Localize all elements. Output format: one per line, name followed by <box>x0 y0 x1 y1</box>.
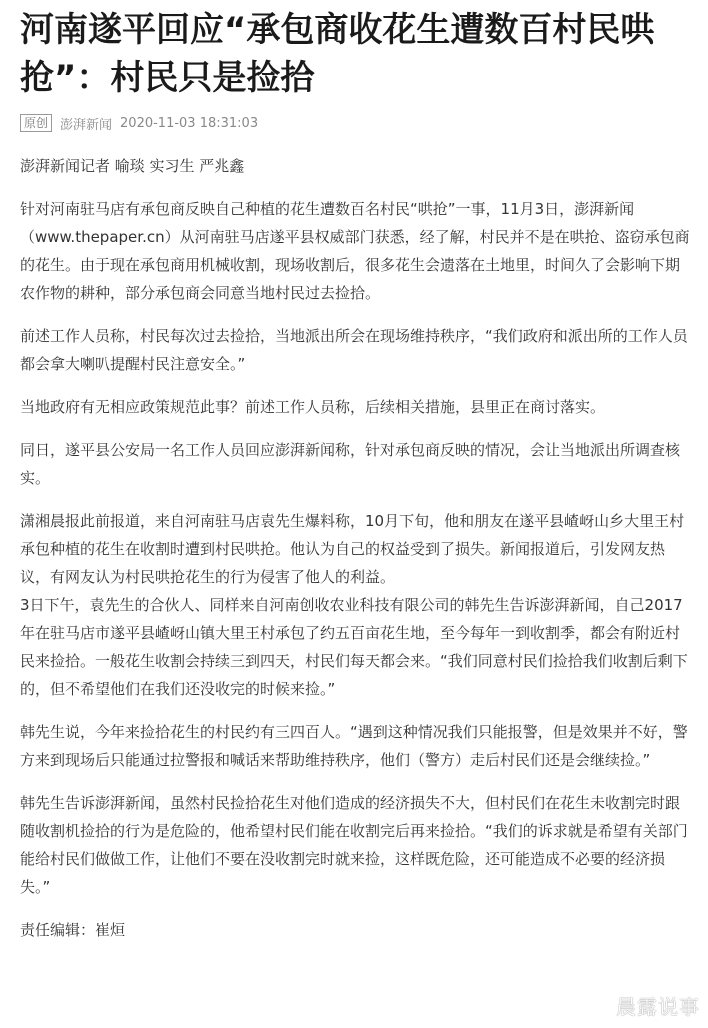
byline: 澎湃新闻记者 喻琰 实习生 严兆鑫 <box>20 157 245 175</box>
paragraph: 前述工作人员称，村民每次过去捡拾，当地派出所会在现场维持秩序，“我们政府和派出所的工作人员都会拿大喇叭提醒村民注意安全。” <box>20 327 688 373</box>
original-badge: 原创 <box>20 114 52 132</box>
paragraph: 3日下午，袁先生的合伙人、同样来自河南创收农业科技有限公司的韩先生告诉澎湃新闻，自己2017年在驻马店市遂平县嵖岈山镇大里王村承包了约五百亩花生地，至今每年一到收割季，都会有附近村民来捡拾。一般花生收割会持续三到四天，村民们每天都会来。“我们同意村民们捡拾我们收割后剩下的，但不希望他们在我们还没收完的时候来捡。” <box>20 596 688 698</box>
paragraph: 韩先生告诉澎湃新闻，虽然村民捡拾花生对他们造成的经济损失不大，但村民们在花生未收割完时跟随收割机捡拾的行为是危险的，他希望村民们能在收割完后再来捡拾。“我们的诉求就是希望有关部门能给村民们做做工作，让他们不要在没收割完时就来捡，这样既危险，还可能造成不必要的经济损失。” <box>20 794 688 896</box>
publish-datetime: 2020-11-03 18:31:03 <box>120 115 259 131</box>
watermark: 晨露说事 <box>616 995 700 1019</box>
paragraph: 针对河南驻马店有承包商反映自己种植的花生遭数百名村民“哄抢”一事，11月3日，澎湃新闻（www.thepaper.cn）从河南驻马店遂平县权威部门获悉，经了解，村民并不是在哄抢、盗窃承包商的花生。由于现在承包商用机械收割，现场收割后，很多花生会遗落在土地里，时间久了会影响下期农作物的耕种，部分承包商会同意当地村民过去捡拾。 <box>20 200 690 302</box>
editor-credit: 责任编辑：崔烜 <box>20 921 126 939</box>
paragraph: 当地政府有无相应政策规范此事？前述工作人员称，后续相关措施，县里正在商讨落实。 <box>20 398 606 416</box>
article-title: 河南遂平回应“承包商收花生遭数百村民哄抢”：村民只是捡拾 <box>20 10 655 98</box>
paragraph: 韩先生说，今年来捡拾花生的村民约有三四百人。“遇到这种情况我们只能报警，但是效果并不好，警方来到现场后只能通过拉警报和喊话来帮助维持秩序，他们（警方）走后村民们还是会继续捡。” <box>20 723 688 769</box>
article-meta <box>20 112 692 134</box>
paragraph: 潇湘晨报此前报道，来自河南驻马店袁先生爆料称，10月下旬，他和朋友在遂平县嵖岈山乡大里王村承包种植的花生在收割时遭到村民哄抢。他认为自己的权益受到了损失。新闻报道后，引发网友热议，有网友认为村民哄抢花生的行为侵害了他人的利益。 <box>20 512 685 586</box>
source-link[interactable]: 澎湃新闻 <box>60 117 113 133</box>
paragraph: 同日，遂平县公安局一名工作人员回应澎湃新闻称，针对承包商反映的情况，会让当地派出所调查核实。 <box>20 441 681 487</box>
article <box>20 6 692 959</box>
article-body <box>20 152 692 944</box>
